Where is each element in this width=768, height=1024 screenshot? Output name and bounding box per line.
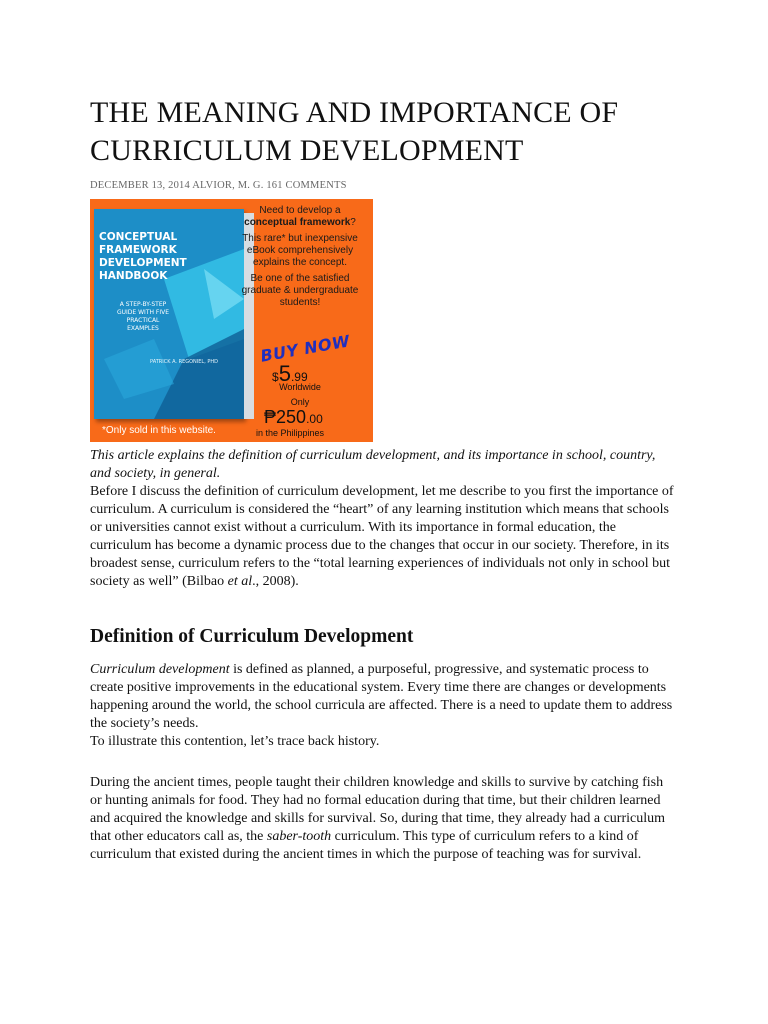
price-usd-currency: $ <box>272 370 279 384</box>
book-title-line: DEVELOPMENT <box>99 257 187 269</box>
price-php-whole: 250 <box>276 407 307 427</box>
book-subtitle-line: GUIDE WITH FIVE <box>116 309 170 316</box>
paragraph-text: curriculum. This type of curriculum refers to a kind of curriculum that existed during the ancient times in which the purpose of teaching was for survival. <box>90 829 642 862</box>
price-usd-scope: Worldwide <box>279 382 321 392</box>
citation-et-al: et al <box>227 574 253 589</box>
paragraph-illustration: To illustrate this contention, let’s trace back history. <box>90 734 380 749</box>
price-php-currency: ₱ <box>264 407 277 427</box>
book-subtitle <box>108 301 178 333</box>
promo-question-mark: ? <box>350 217 356 228</box>
book-title-line: HANDBOOK <box>99 270 168 282</box>
section-heading: Definition of Curriculum Development <box>90 626 414 647</box>
article-intro: This article explains the definition of curriculum development, and its importance in school, country, and society, in general. <box>90 448 656 481</box>
paragraph-text: Before I discuss the definition of curriculum development, let me describe to you first the importance of curriculum. A curriculum is considered the “heart” of any learning institution which means that schools or universities cannot exist without a curriculum. With its importance in formal education, the curriculum has become a dynamic process due to the changes that occur in our society. Therefore, in its broadest sense, curriculum refers to the “total learning experiences of individuals not only in school but society as well” (Bilbao <box>90 484 674 589</box>
promo-call-to-join: Be one of the satisfied graduate & undergraduate students! <box>241 273 359 308</box>
article-title-line-2: CURRICULUM DEVELOPMENT <box>90 134 524 167</box>
saber-tooth-term: saber-tooth <box>266 829 332 844</box>
book-title-line: FRAMEWORK <box>99 244 177 256</box>
promo-keyword: conceptual framework <box>244 217 351 228</box>
paragraph-text: During the ancient times, people taught their children knowledge and skills to survive by catching fish or hunting animals for food. They had no formal education during that time, but their children learned and acquired the knowledge and skills for survival. So, during that time, they already had a curriculum that other educators call as, the <box>90 775 666 844</box>
promo-headline <box>230 205 370 229</box>
price-php-cents: .00 <box>306 412 323 426</box>
ebook-promo-banner[interactable] <box>90 199 373 442</box>
defined-term: Curriculum development <box>90 662 230 677</box>
article-meta[interactable]: DECEMBER 13, 2014 ALVIOR, M. G. 161 COMMENTS <box>90 180 347 191</box>
price-usd-whole: 5 <box>278 361 291 386</box>
paragraph-ancient-times <box>90 774 675 864</box>
book-author: PATRICK A. REGONIEL, PHD <box>150 359 219 365</box>
promo-text <box>230 205 370 313</box>
paragraph-definition <box>90 661 675 733</box>
citation-year: ., 2008). <box>252 574 299 589</box>
banner-footnote: *Only sold in this website. <box>102 425 216 436</box>
book-title-line: CONCEPTUAL <box>99 231 178 243</box>
buy-now-label[interactable]: BUY NOW <box>259 331 352 366</box>
paragraph-curriculum-importance <box>90 483 675 591</box>
book-subtitle-line: EXAMPLES <box>127 325 159 332</box>
article-title <box>90 94 690 170</box>
article-title-line-1: THE MEANING AND IMPORTANCE OF <box>90 96 619 129</box>
book-subtitle-line: PRACTICAL <box>126 317 160 324</box>
promo-line-1: Need to develop a <box>259 205 341 216</box>
promo-description: This rare* but inexpensive eBook comprehensively explains the concept. <box>242 233 358 268</box>
book-title <box>99 231 199 283</box>
price-php-scope: in the Philippines <box>256 428 325 438</box>
price-only-label: Only <box>290 397 310 407</box>
price-php <box>264 407 323 428</box>
book-subtitle-line: A STEP-BY-STEP <box>119 301 167 308</box>
book-cover <box>94 209 244 419</box>
price-usd-cents: .99 <box>290 370 308 384</box>
paragraph-text: is defined as planned, a purposeful, progressive, and systematic process to create positive improvements in the educational system. Every time there are changes or developments happening around the world, the school curricula are affected. There is a need to update them to address the society’s needs. <box>90 662 673 731</box>
